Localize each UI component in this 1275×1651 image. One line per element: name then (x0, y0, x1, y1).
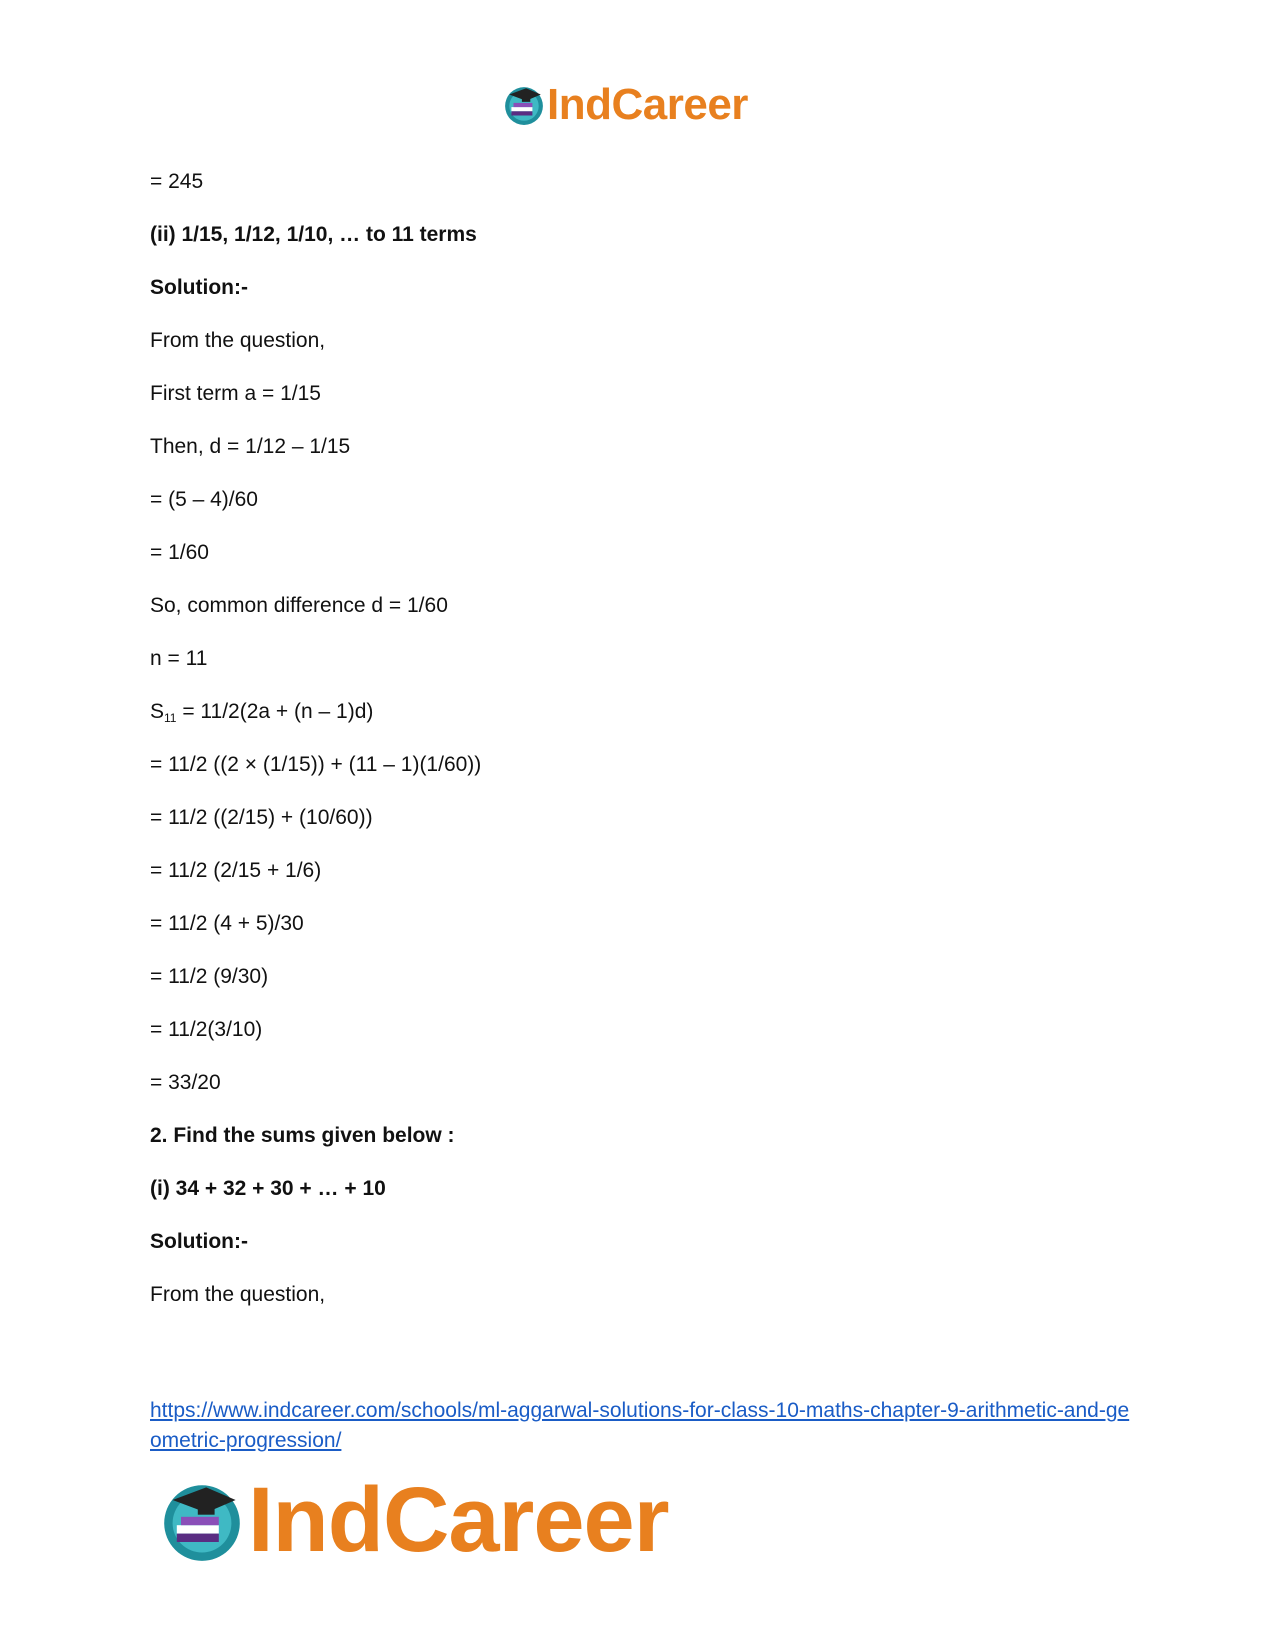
sum-formula-line (150, 700, 373, 730)
text-line: From the question, (150, 1283, 326, 1306)
solution-label: Solution:- (150, 1230, 248, 1253)
text-line: So, common difference d = 1/60 (150, 594, 448, 617)
text-line: From the question, (150, 329, 326, 352)
question-heading: (ii) 1/15, 1/12, 1/10, … to 11 terms (150, 223, 477, 246)
text-line: = 11/2(3/10) (150, 1018, 263, 1041)
text-line: Then, d = 1/12 – 1/15 (150, 435, 351, 458)
text-line: = (5 – 4)/60 (150, 488, 258, 511)
text-line: = 11/2 ((2/15) + (10/60)) (150, 806, 373, 829)
sum-subscript: 11 (164, 711, 177, 725)
question-heading: (i) 34 + 32 + 30 + … + 10 (150, 1177, 386, 1200)
sum-symbol: S (150, 700, 165, 723)
solution-label: Solution:- (150, 276, 248, 299)
sum-formula: = 11/2(2a + (n – 1)d) (176, 700, 374, 723)
text-line: = 11/2 (2/15 + 1/6) (150, 859, 322, 882)
graduation-book-icon (160, 1479, 244, 1563)
text-line: = 11/2 ((2 × (1/15)) + (11 – 1)(1/60)) (150, 753, 482, 776)
text-line: First term a = 1/15 (150, 382, 321, 405)
text-line: n = 11 (150, 647, 208, 670)
text-line: = 245 (150, 170, 204, 193)
question-heading: 2. Find the sums given below : (150, 1124, 455, 1147)
text-line: = 33/20 (150, 1071, 221, 1094)
footer-logo (160, 1468, 669, 1573)
header-logo (503, 80, 748, 130)
source-link[interactable]: https://www.indcareer.com/schools/ml-aggarwal-solutions-for-class-10-maths-chapter-9-arithmetic-and-geometric-progression/ (150, 1399, 1130, 1452)
graduation-book-icon (503, 84, 545, 126)
logo-wordmark: IndCareer (547, 80, 748, 129)
text-line: = 11/2 (4 + 5)/30 (150, 912, 304, 935)
text-line: = 1/60 (150, 541, 209, 564)
text-line: = 11/2 (9/30) (150, 965, 269, 988)
logo-wordmark: IndCareer (248, 1469, 669, 1571)
